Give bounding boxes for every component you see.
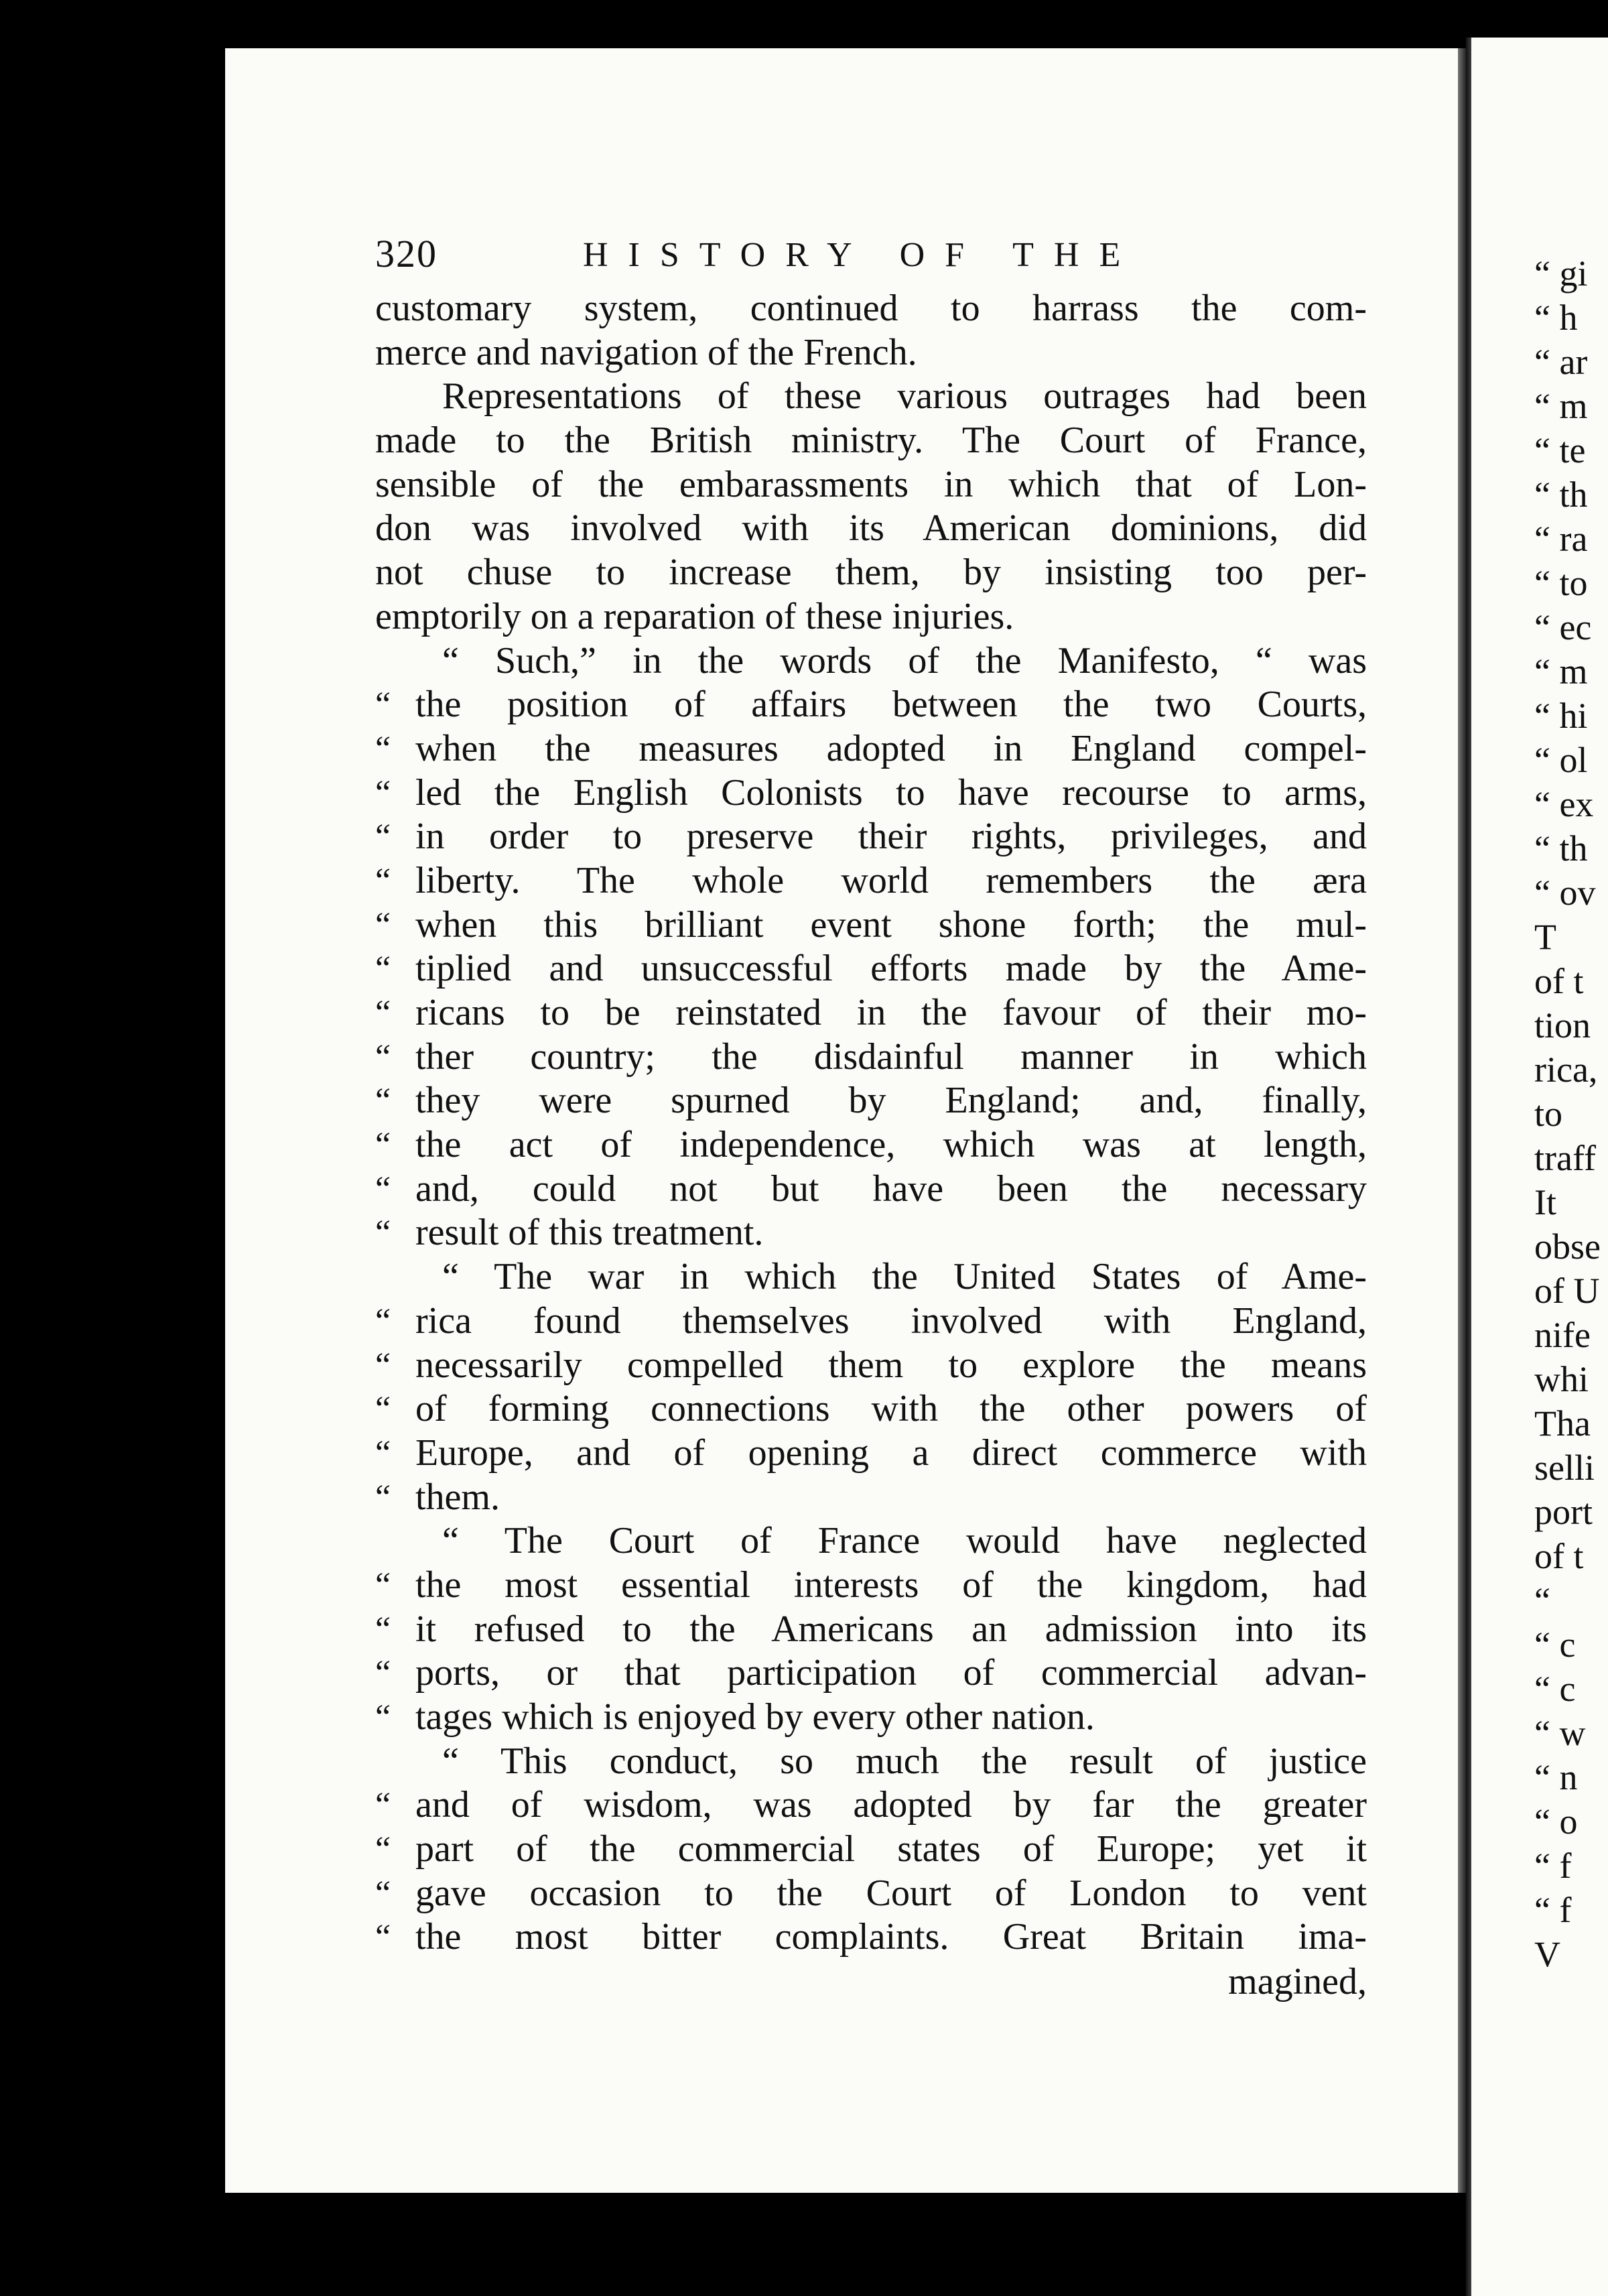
right-page-fragment: “ ex — [1534, 784, 1594, 824]
line-text: rica found themselves involved with England, — [415, 1299, 1367, 1342]
quote-mark: “ — [375, 1169, 391, 1208]
right-page-fragment: “ f — [1534, 1890, 1572, 1930]
text-line — [375, 1740, 1367, 1784]
text-line — [375, 507, 1367, 551]
quote-mark: “ — [375, 1874, 391, 1913]
text-line — [375, 1915, 1367, 1960]
quote-mark: “ — [375, 1301, 391, 1340]
line-text: don was involved with its American dominions, did — [375, 507, 1367, 550]
quote-mark: “ — [375, 1918, 391, 1957]
text-line — [375, 1344, 1367, 1388]
right-page-fragment: “ c — [1534, 1624, 1576, 1665]
right-page-fragment: It — [1534, 1182, 1556, 1222]
right-page-fragment: “ f — [1534, 1846, 1572, 1886]
text-line — [375, 375, 1367, 419]
text-line — [375, 947, 1367, 991]
line-text: them. — [415, 1476, 500, 1518]
right-page-fragment: “ m — [1534, 651, 1588, 692]
text-line — [375, 1519, 1367, 1564]
line-text: tiplied and unsuccessful efforts made by the Ame- — [415, 948, 1367, 990]
text-line — [375, 771, 1367, 816]
line-text: the position of affairs between the two Courts, — [415, 684, 1367, 726]
text-line — [375, 1431, 1367, 1476]
right-page-fragment: selli — [1534, 1448, 1595, 1488]
quote-mark: “ — [375, 1037, 391, 1076]
line-text: sensible of the embarassments in which that of Lon- — [375, 463, 1367, 505]
right-page-fragment: “ ar — [1534, 342, 1588, 382]
quote-mark: “ — [375, 773, 391, 812]
right-page-fragment: “ ec — [1534, 607, 1592, 647]
quote-mark: “ — [375, 1610, 391, 1649]
text-line — [375, 727, 1367, 771]
quote-mark: “ — [375, 1214, 391, 1253]
quote-mark: “ — [375, 905, 391, 944]
quote-mark: “ — [375, 1082, 391, 1121]
line-text: they were spurned by England; and, finally, — [415, 1080, 1367, 1122]
right-page-fragment: “ th — [1534, 474, 1588, 515]
right-page-fragment: tion — [1534, 1005, 1591, 1045]
quote-mark: “ — [375, 818, 391, 856]
running-title: HISTORY OF THE — [583, 236, 1141, 274]
quote-mark: “ — [375, 1830, 391, 1869]
line-text: merce and navigation of the French. — [375, 331, 917, 373]
text-line — [375, 903, 1367, 948]
right-page-fragment: rica, — [1534, 1049, 1598, 1090]
right-page-fragment: “ o — [1534, 1801, 1578, 1842]
quote-mark: “ — [375, 994, 391, 1032]
right-page-fragment: traff — [1534, 1138, 1596, 1178]
text-line — [375, 639, 1367, 684]
text-line — [375, 1872, 1367, 1916]
right-page-fragment: “ m — [1534, 386, 1588, 426]
quote-mark: “ — [375, 729, 391, 768]
page-gutter — [1458, 48, 1466, 2193]
right-page-fragment: obse — [1534, 1226, 1601, 1267]
right-page-fragment: “ th — [1534, 828, 1588, 869]
line-text: ports, or that participation of commercial advan- — [415, 1652, 1367, 1694]
right-page-fragment: “ c — [1534, 1669, 1576, 1709]
text-line — [375, 1608, 1367, 1652]
right-page-fragment: nife — [1534, 1315, 1591, 1355]
text-line — [375, 1783, 1367, 1828]
right-page-fragment: “ — [1534, 1580, 1550, 1620]
text-line — [375, 1696, 1367, 1740]
line-text: ther country; the disdainful manner in which — [415, 1035, 1367, 1078]
text-line — [375, 1651, 1367, 1696]
line-text: Representations of these various outrages had been — [442, 375, 1367, 418]
text-line — [375, 551, 1367, 595]
line-text: led the English Colonists to have recourse to arms, — [415, 771, 1367, 814]
text-line — [375, 595, 1367, 639]
quote-mark: “ — [375, 1654, 391, 1693]
text-line — [375, 419, 1367, 463]
line-text: “ This conduct, so much the result of justice — [442, 1740, 1367, 1782]
right-page-fragment: “ w — [1534, 1713, 1586, 1753]
quote-mark: “ — [375, 1698, 391, 1736]
right-page-fragment: of U — [1534, 1271, 1600, 1311]
right-page-fragment: V — [1534, 1934, 1560, 1974]
right-page-fragment: “ ra — [1534, 519, 1588, 559]
right-page-fragment: whi — [1534, 1359, 1589, 1399]
line-text: “ The war in which the United States of Ame- — [442, 1256, 1367, 1298]
line-text: “ Such,” in the words of the Manifesto, “ was — [442, 639, 1367, 682]
right-page-fragment: “ hi — [1534, 696, 1588, 736]
line-text: customary system, continued to harrass the com- — [375, 288, 1367, 329]
line-text: of forming connections with the other powers of — [415, 1388, 1367, 1430]
text-line — [375, 1387, 1367, 1431]
line-text: part of the commercial states of Europe; yet it — [415, 1828, 1367, 1870]
text-line — [375, 1564, 1367, 1608]
line-text: “ The Court of France would have neglected — [442, 1520, 1367, 1562]
right-page-fragment: “ to — [1534, 563, 1588, 603]
line-text: liberty. The whole world remembers the æra — [415, 859, 1367, 901]
quote-mark: “ — [375, 861, 391, 900]
text-line — [375, 1828, 1367, 1872]
quote-mark: “ — [375, 1390, 391, 1429]
quote-mark: “ — [375, 1786, 391, 1825]
quote-mark: “ — [375, 950, 391, 988]
text-line — [375, 991, 1367, 1035]
text-line — [375, 859, 1367, 903]
line-text: gave occasion to the Court of London to vent — [415, 1872, 1367, 1914]
right-page-fragment: T — [1534, 917, 1556, 957]
line-text: made to the British ministry. The Court of France, — [375, 420, 1367, 462]
page-header — [375, 231, 1380, 278]
quote-mark: “ — [375, 1566, 391, 1604]
quote-mark: “ — [375, 1126, 391, 1165]
body-text — [375, 287, 1367, 1960]
line-text: emptorily on a reparation of these injuries. — [375, 595, 1014, 637]
line-text: Europe, and of opening a direct commerce with — [415, 1431, 1367, 1474]
text-line — [375, 1035, 1367, 1080]
page-number: 320 — [375, 232, 438, 275]
line-text: the most bitter complaints. Great Britain ima- — [415, 1916, 1367, 1958]
line-text: the act of independence, which was at length, — [415, 1124, 1367, 1166]
right-page-fragment: “ ol — [1534, 740, 1588, 780]
text-line — [375, 1167, 1367, 1212]
line-text: ricans to be reinstated in the favour of their mo- — [415, 992, 1367, 1033]
text-line — [375, 463, 1367, 507]
right-page-fragment: of t — [1534, 1536, 1584, 1576]
quote-mark: “ — [375, 1478, 391, 1517]
text-line — [375, 683, 1367, 727]
quote-mark: “ — [375, 1433, 391, 1472]
text-line — [375, 1476, 1367, 1520]
right-page-fragment: of t — [1534, 961, 1584, 1001]
text-line — [375, 815, 1367, 859]
line-text: tages which is enjoyed by every other nation. — [415, 1696, 1095, 1738]
line-text: necessarily compelled them to explore the means — [415, 1344, 1367, 1386]
right-page-fragment: “ te — [1534, 430, 1586, 470]
right-page-fragment: “ gi — [1534, 253, 1588, 294]
line-text: when the measures adopted in England compel- — [415, 727, 1367, 769]
line-text: in order to preserve their rights, privileges, and — [415, 816, 1367, 858]
text-line — [375, 1299, 1367, 1344]
quote-mark: “ — [375, 686, 391, 724]
line-text: result of this treatment. — [415, 1212, 764, 1254]
right-page-fragment: “ ov — [1534, 873, 1596, 913]
text-line — [375, 1123, 1367, 1167]
line-text: not chuse to increase them, by insisting too per- — [375, 552, 1367, 594]
line-text: and, could not but have been the necessary — [415, 1167, 1367, 1210]
text-line — [375, 287, 1367, 331]
text-line — [375, 1211, 1367, 1255]
line-text: the most essential interests of the kingdom, had — [415, 1564, 1367, 1606]
quote-mark: “ — [375, 1346, 391, 1385]
right-page-fragment: Tha — [1534, 1403, 1591, 1444]
line-text: it refused to the Americans an admission into its — [415, 1608, 1367, 1650]
right-page-fragment: to — [1534, 1094, 1563, 1134]
line-text: and of wisdom, was adopted by far the greater — [415, 1784, 1367, 1826]
text-line — [375, 331, 1367, 375]
text-line — [375, 1079, 1367, 1123]
line-text: when this brilliant event shone forth; the mul- — [415, 903, 1367, 946]
text-line — [375, 1255, 1367, 1299]
catchword: magined, — [1228, 1960, 1367, 2002]
right-page-fragment: “ h — [1534, 298, 1578, 338]
right-page-fragment: “ n — [1534, 1757, 1578, 1797]
right-page-fragment: port — [1534, 1492, 1593, 1532]
